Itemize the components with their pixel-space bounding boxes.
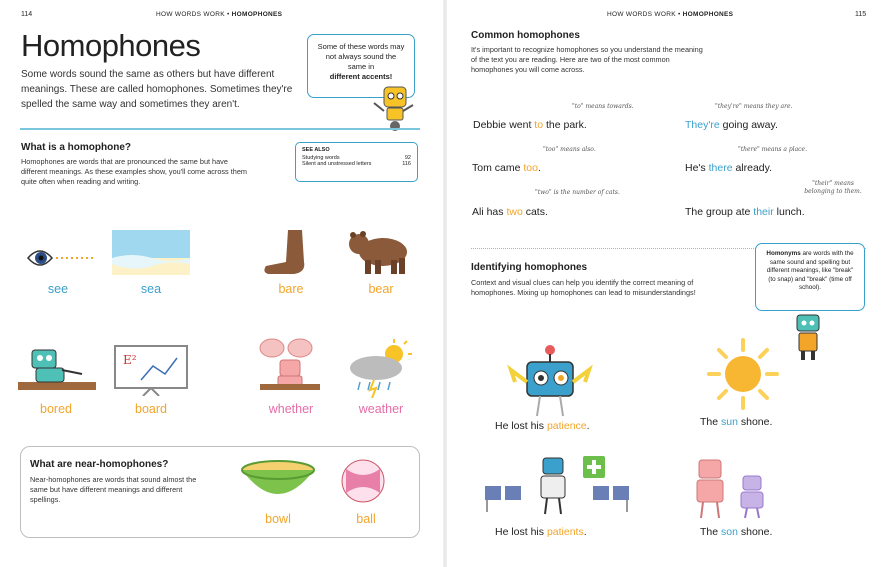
patience-robot-illustration xyxy=(505,342,595,420)
see-also-box: SEE ALSO Studying words 92 Silent and unstressed letters 116 xyxy=(295,142,418,182)
thinking-robot-illustration xyxy=(254,336,326,398)
caption-patients: He lost his patients. xyxy=(495,526,587,538)
foot-illustration xyxy=(262,228,320,276)
waiting-room-illustration xyxy=(483,452,633,518)
word-whether: whether xyxy=(268,402,314,416)
word-bored: bored xyxy=(40,402,72,416)
sea-illustration xyxy=(112,230,190,275)
caption-sun: The sun shone. xyxy=(700,416,773,428)
word-bowl: bowl xyxy=(265,512,291,526)
common-body: It's important to recognize homophones so you understand the meaning of the text you are reading. Here are two of the most common homophones you will come across. xyxy=(471,45,703,74)
sentence-there: He's there already. xyxy=(685,162,773,174)
sentence-two: Ali has two cats. xyxy=(472,206,548,218)
bowl-illustration xyxy=(240,458,316,506)
svg-text:E²: E² xyxy=(123,353,137,367)
what-body: Homophones are words that are pronounced the same but have different meanings. As these examples show, you'll come across them quite often when reading and writing. xyxy=(21,157,247,186)
page-number: 115 xyxy=(855,11,867,18)
near-heading: What are near-homophones? xyxy=(30,459,169,470)
word-bear: bear xyxy=(368,282,394,296)
word-bare: bare xyxy=(278,282,304,296)
see-also-item[interactable]: Silent and unstressed letters 116 xyxy=(302,161,411,167)
word-see: see xyxy=(47,282,69,296)
bear-illustration xyxy=(347,226,411,276)
note-too: "too" means also. xyxy=(543,146,596,153)
word-weather: weather xyxy=(358,402,404,416)
right-page xyxy=(445,0,890,567)
note-there: "there" means a place. xyxy=(738,146,807,153)
sentence-to: Debbie went to the park. xyxy=(473,119,587,131)
running-head: HOW WORDS WORK • HOMOPHONES xyxy=(156,11,283,18)
what-heading: What is a homophone? xyxy=(21,142,131,153)
page-title: Homophones xyxy=(21,28,201,63)
homonym-bubble: Homonyms are words with the same sound and spelling but different meanings, like "break" (to snap) and "break" (time off school). xyxy=(755,243,865,311)
note-their: "their" means belonging to them. xyxy=(804,180,862,195)
caption-patience: He lost his patience. xyxy=(495,420,590,432)
note-theyre: "they're" means they are. xyxy=(715,103,793,110)
see-also-item[interactable]: Studying words 92 xyxy=(302,155,411,161)
word-sea: sea xyxy=(140,282,162,296)
ident-heading: Identifying homophones xyxy=(471,262,588,273)
son-robots-illustration xyxy=(685,452,785,522)
section-rule xyxy=(20,128,420,130)
intro-text: Some words sound the same as others but have different meanings. These are called homophones. Sometimes they're spelled the same way and sometimes they aren't. xyxy=(21,69,293,110)
sentence-their: The group ate their lunch. xyxy=(685,206,805,218)
sentence-theyre: They're going away. xyxy=(685,119,778,131)
note-two: "two" is the number of cats. xyxy=(535,189,620,196)
ident-body: Context and visual clues can help you identify the correct meaning of homophones. Mixing up homophones can lead to misunderstandings! xyxy=(471,278,696,297)
eye-illustration xyxy=(26,240,98,275)
whiteboard-illustration xyxy=(113,344,189,396)
near-body: Near-homophones are words that sound almost the same but have different meanings and different spellings. xyxy=(30,475,197,504)
common-heading: Common homophones xyxy=(471,30,580,41)
accent-bubble: Some of these words may not always sound the same in different accents! xyxy=(307,34,415,98)
bored-robot-illustration xyxy=(18,342,96,397)
sentence-too: Tom came too. xyxy=(472,162,541,174)
sun-illustration xyxy=(701,336,785,414)
robot-illustration xyxy=(370,83,418,133)
page-number: 114 xyxy=(21,11,33,18)
word-board: board xyxy=(135,402,167,416)
ball-illustration xyxy=(340,455,386,507)
weather-illustration xyxy=(346,338,416,398)
word-ball: ball xyxy=(356,512,376,526)
running-head: HOW WORDS WORK • HOMOPHONES xyxy=(607,11,734,18)
note-to: "to" means towards. xyxy=(572,103,634,110)
caption-son: The son shone. xyxy=(700,526,773,538)
robot-teal-illustration xyxy=(791,313,825,363)
